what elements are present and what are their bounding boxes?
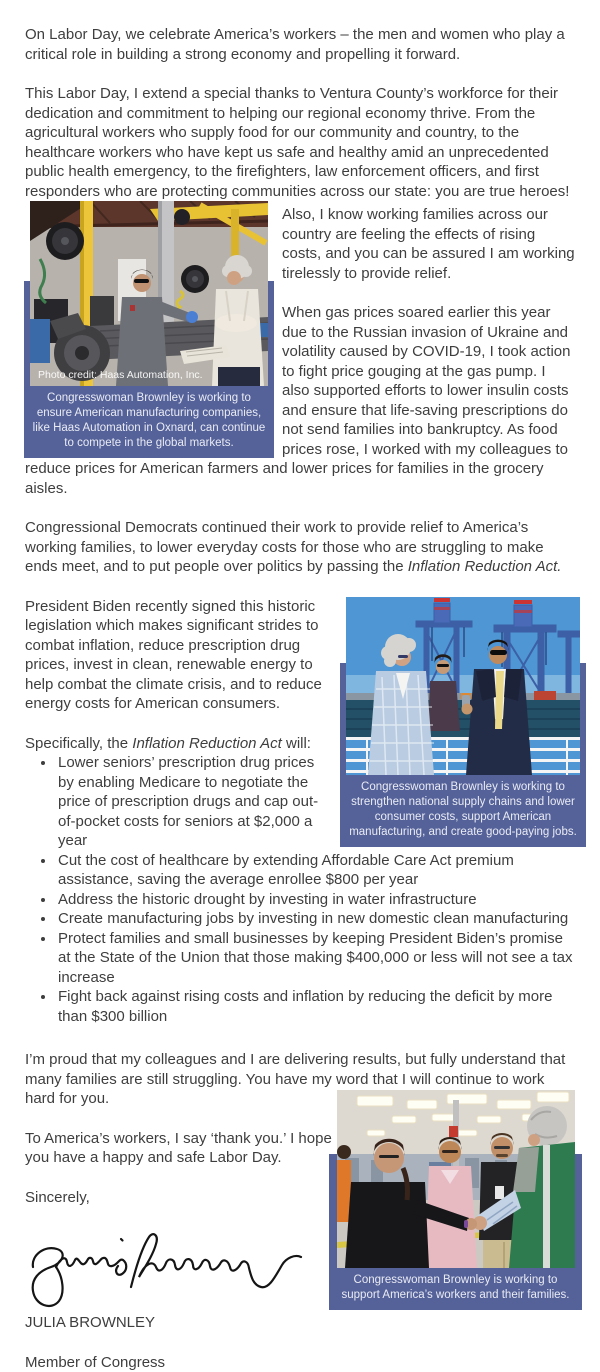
factory-photo-illustration (337, 1090, 575, 1268)
manufacturing-photo-illustration (30, 201, 268, 386)
inflation-reduction-act-italic: Inflation Reduction Act (132, 735, 282, 752)
paragraph-gas-prices: When gas prices soared earlier this year due to the Russian invasion of Ukraine and volatility caused by COVID-19, I took action to fight price gouging at the gas pump. I also supported efforts to lower insulin costs and ensure that life-saving prescriptions do not send families into bankruptcy. As food prices rose, I worked with my colleagues to reduce prices for American farmers and lower prices for families in the grocery aisles. (25, 303, 576, 498)
port-photo-illustration (346, 597, 580, 775)
paragraph-ventura-thanks: This Labor Day, I extend a special thanks to Ventura County’s workforce for their dedication and commitment to helping our regional economy thrive. From the agricultural workers who supply food for our community and country, to the healthcare workers who have kept us safe and healthy amid an unprecedented public health emergency, to the firefighters, law enforcement officers, and first responders who are protecting communities across our state: you are true heroes! (25, 84, 576, 201)
list-item: • Cut the cost of healthcare by extending Affordable Care Act premium assistance, saving the average enrollee $800 per year (56, 851, 576, 890)
signer-name: JULIA BROWNLEY (25, 1313, 335, 1333)
paragraph-congressional-democrats (25, 518, 576, 577)
photo-card-manufacturing (24, 201, 274, 458)
signer-title: Member of Congress (25, 1353, 335, 1372)
paragraph-text: Congressional Democrats continued their work to provide relief to America’s working families, to lower everyday costs for those who are struggling to make ends meet, and to put people over politics by passing the (25, 519, 544, 575)
photo-caption: Congresswoman Brownley is working to support America’s workers and their families. (329, 1268, 582, 1310)
closing-column (25, 1129, 335, 1372)
photo-caption: Congresswoman Brownley is working to strengthen national supply chains and lower consumer costs, support American manufacturing, and create good-paying jobs. (340, 775, 586, 847)
paragraph-rising-costs: Also, I know working families across our country are feeling the effects of rising costs, and you can be assured I am working tirelessly to provide relief. (25, 205, 576, 283)
list-item: • Protect families and small businesses by keeping President Biden’s promise at the State of the Union that those making $400,000 or less will not see a tax increase (56, 929, 576, 988)
photo-credit: Photo credit: Haas Automation, Inc. (38, 369, 203, 381)
paragraph-proud: I’m proud that my colleagues and I are delivering results, but fully understand that many families are still struggling. You have my word that I will continue to work hard for you. (25, 1050, 576, 1109)
photo-caption: Congresswoman Brownley is working to ensure American manufacturing companies, like Haas Automation in Oxnard, can continue to compete in the global markets. (24, 386, 274, 458)
paragraph-text: Specifically, the (25, 735, 132, 752)
inflation-reduction-act-italic: Inflation Reduction Act. (408, 558, 562, 575)
paragraph-labor-day-intro: On Labor Day, we celebrate America’s workers – the men and women who play a critical role in building a strong economy and propelling it forward. (25, 25, 576, 64)
signature-image (25, 1227, 307, 1313)
photo-card-port (340, 597, 586, 847)
paragraph-thank-you: To America’s workers, I say ‘thank you.’ I hope you have a happy and safe Labor Day. (25, 1129, 335, 1168)
paragraph-text: will: (282, 735, 311, 752)
list-item: • Lower seniors’ prescription drug prices by enabling Medicare to negotiate the price of prescription drugs and cap out-of-pocket costs for seniors at $2,000 a year (56, 753, 576, 851)
paragraph-biden-legislation: President Biden recently signed this historic legislation which makes significant strides to combat inflation, reduce prescription drug prices, invest in clean, renewable energy to help combat the climate crisis, and to reduce energy costs for American consumers. (25, 597, 576, 714)
list-item: • Create manufacturing jobs by investing in new domestic clean manufacturing (56, 909, 576, 929)
sincerely-line: Sincerely, (25, 1188, 335, 1208)
port-photo (346, 597, 580, 775)
list-item: • Fight back against rising costs and inflation by reducing the deficit by more than $300 billion (56, 987, 576, 1026)
list-item: • Address the historic drought by investing in water infrastructure (56, 890, 576, 910)
closing-section (25, 1050, 576, 1372)
manufacturing-photo (30, 201, 268, 386)
photo-card-factory (329, 1090, 582, 1310)
factory-photo (337, 1090, 575, 1268)
